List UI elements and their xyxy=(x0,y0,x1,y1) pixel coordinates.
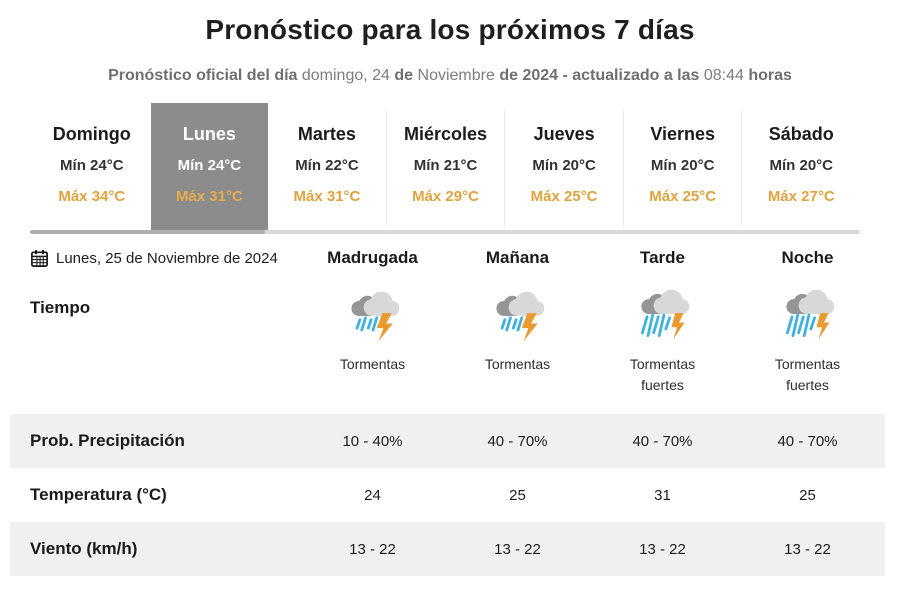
wind-value: 13 - 22 xyxy=(494,540,541,558)
row-label-wind: Viento (km/h) xyxy=(30,539,138,558)
day-tab-min-temp: Mín 20°C xyxy=(532,157,596,174)
weather-row xyxy=(10,280,885,396)
selected-date-label: Lunes, 25 de Noviembre de 2024 xyxy=(56,249,278,267)
day-tab-max-temp: Máx 25°C xyxy=(530,188,598,205)
day-tab-label: Sábado xyxy=(768,124,834,144)
weather-cell-manana xyxy=(445,280,590,396)
day-tab-label: Lunes xyxy=(182,124,236,144)
forecast-data-rows xyxy=(0,414,900,576)
day-tab-max-temp: Máx 34°C xyxy=(58,188,126,205)
day-tab-min-temp: Mín 20°C xyxy=(650,157,715,174)
heavy-storm-icon xyxy=(778,286,838,349)
day-tab-max-temp: Máx 25°C xyxy=(649,188,717,205)
column-header-tarde: Tarde xyxy=(639,248,686,267)
weather-cell-tarde xyxy=(590,280,735,396)
day-tab-min-temp: Mín 21°C xyxy=(413,157,478,174)
weather-condition: Tormentas xyxy=(339,356,406,372)
subtitle-part: de xyxy=(394,67,418,84)
day-tab-label: Jueves xyxy=(533,124,595,144)
day-tab-label: Martes xyxy=(297,124,356,144)
row-label-precipitation: Prob. Precipitación xyxy=(30,431,185,450)
storm-icon xyxy=(488,286,548,349)
day-tab-viernes[interactable] xyxy=(623,110,742,226)
temperature-value: 25 xyxy=(799,486,816,504)
column-header-madrugada: Madrugada xyxy=(327,248,418,267)
column-header-noche: Noche xyxy=(781,248,834,267)
weather-cell-noche xyxy=(735,280,880,396)
precipitation-value: 40 - 70% xyxy=(487,432,548,450)
wind-value: 13 - 22 xyxy=(639,540,686,558)
row-precipitation xyxy=(10,414,885,468)
row-label-tiempo: Tiempo xyxy=(30,298,91,317)
subtitle-part: Noviembre xyxy=(417,67,500,84)
day-tab-label: Domingo xyxy=(52,124,131,144)
storm-icon xyxy=(343,286,403,349)
detail-header-row xyxy=(10,248,885,268)
weather-condition: Tormentas fuertes xyxy=(774,356,841,393)
precipitation-value: 10 - 40% xyxy=(342,432,403,450)
day-tab-max-temp: Máx 31°C xyxy=(293,188,361,205)
weather-cell-madrugada xyxy=(300,280,445,396)
selected-date xyxy=(10,249,300,268)
weather-condition: Tormentas fuertes xyxy=(629,356,696,393)
day-tab-min-temp: Mín 24°C xyxy=(60,157,124,174)
row-wind xyxy=(10,522,885,576)
temperature-value: 24 xyxy=(364,486,381,504)
subtitle-part: horas xyxy=(748,67,792,84)
day-tab-min-temp: Mín 24°C xyxy=(177,157,242,174)
day-tab-min-temp: Mín 22°C xyxy=(295,157,359,174)
subtitle-part: 08:44 xyxy=(703,67,749,84)
day-tab-miercoles[interactable] xyxy=(386,110,505,226)
day-tab-domingo[interactable] xyxy=(33,110,151,226)
subtitle-part: domingo, 24 xyxy=(301,67,395,84)
day-tab-strip xyxy=(33,110,860,226)
precipitation-value: 40 - 70% xyxy=(777,432,838,450)
weather-condition: Tormentas xyxy=(484,356,551,372)
day-tab-max-temp: Máx 29°C xyxy=(412,188,479,205)
day-tab-max-temp: Máx 27°C xyxy=(767,188,835,205)
subtitle-part: Pronóstico oficial del día xyxy=(108,67,302,84)
heavy-storm-icon xyxy=(633,286,693,349)
day-tab-sabado[interactable] xyxy=(741,110,860,226)
day-tab-jueves[interactable] xyxy=(504,110,623,226)
wind-value: 13 - 22 xyxy=(784,540,831,558)
day-tab-label: Viernes xyxy=(650,124,716,144)
day-tab-martes[interactable] xyxy=(268,110,386,226)
day-tab-label: Miércoles xyxy=(404,124,488,144)
day-tab-max-temp: Máx 31°C xyxy=(175,188,243,205)
column-header-manana: Mañana xyxy=(485,248,550,267)
day-tab-lunes[interactable] xyxy=(151,103,269,230)
temperature-value: 31 xyxy=(654,486,671,504)
row-temperature xyxy=(10,468,885,522)
forecast-subtitle xyxy=(0,66,900,86)
temperature-value: 25 xyxy=(509,486,526,504)
calendar-icon xyxy=(30,249,49,268)
wind-value: 13 - 22 xyxy=(349,540,396,558)
precipitation-value: 40 - 70% xyxy=(632,432,693,450)
subtitle-part: de 2024 - actualizado a las xyxy=(499,67,704,84)
tab-scrollbar-track[interactable] xyxy=(30,230,860,234)
day-tab-min-temp: Mín 20°C xyxy=(769,157,834,174)
tab-scrollbar-thumb[interactable] xyxy=(30,230,265,234)
row-label-temperature: Temperatura (°C) xyxy=(30,485,167,504)
page-title: Pronóstico para los próximos 7 días xyxy=(205,14,695,45)
